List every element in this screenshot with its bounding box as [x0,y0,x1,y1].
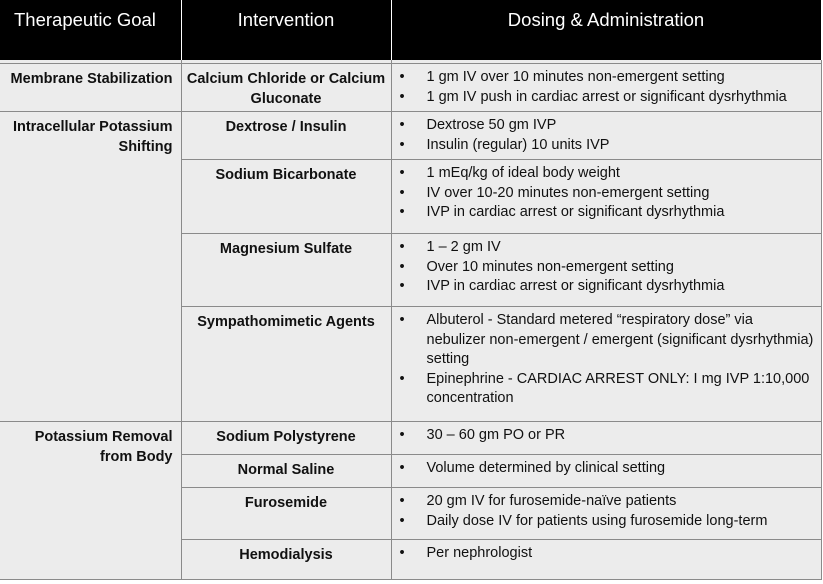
dosing-list-item [400,512,815,532]
therapeutic-goal-cell: Intracellular Potassium Shifting [0,112,181,422]
dosing-text: Over 10 minutes non-emergent setting [426,258,674,275]
bullet-icon: • [399,88,405,105]
dosing-cell [391,112,821,160]
dosing-list-item [400,68,815,88]
dosing-cell [391,64,821,112]
dosing-list-item [400,258,815,278]
bullet-icon: • [399,370,405,387]
dosing-list-item [400,136,815,156]
bullet-icon: • [399,493,405,509]
dosing-cell [391,160,821,234]
bullet-icon: • [399,136,405,153]
bullet-icon: • [399,278,405,294]
intervention-cell: Dextrose / Insulin [181,112,391,160]
dosing-list [400,164,815,223]
dosing-text: Volume determined by clinical setting [426,460,666,476]
bullet-icon: • [399,460,405,476]
dosing-text: 1 mEq/kg of ideal body weight [426,165,620,181]
dosing-list-item [400,459,815,479]
dosing-list-item [400,426,815,446]
dosing-cell [391,234,821,307]
bullet-icon: • [399,165,405,181]
dosing-list-item [400,370,815,409]
intervention-cell: Magnesium Sulfate [181,234,391,307]
header-label: Dosing & Administration [507,9,705,30]
dosing-list-item [400,277,815,297]
dosing-text: Albuterol - Standard metered “respiratory dose” via nebulizer non-emergent / emergent (significant dysrhythmia) setting [426,312,814,367]
dosing-text: Insulin (regular) 10 units IVP [426,136,610,153]
dosing-cell [391,422,821,455]
dosing-text: 1 gm IV push in cardiac arrest or significant dysrhythmia [426,88,787,105]
dosing-list-item [400,88,815,108]
table-row [0,112,821,160]
table-row [0,422,821,455]
table-body [0,60,821,580]
intervention-cell: Sodium Polystyrene [181,422,391,455]
header-label: Therapeutic Goal [14,9,156,30]
header-therapeutic-goal [0,0,181,60]
dosing-list-item [400,203,815,223]
dosing-list-item [400,184,815,204]
header-intervention [181,0,391,60]
intervention-cell: Hemodialysis [181,540,391,580]
dosing-list [400,544,815,564]
dosing-list [400,492,815,531]
dosing-text: 30 – 60 gm PO or PR [426,427,566,443]
dosing-text: 1 – 2 gm IV [426,239,501,255]
dosing-cell [391,455,821,488]
dosing-cell [391,488,821,540]
dosing-text: Per nephrologist [426,545,533,561]
bullet-icon: • [399,312,405,328]
dosing-list [400,116,815,155]
dosing-list [400,311,815,409]
dosing-text: Dextrose 50 gm IVP [426,117,557,133]
bullet-icon: • [399,69,405,85]
intervention-cell: Sympathomimetic Agents [181,307,391,422]
table-header [0,0,821,60]
header-dosing [391,0,821,60]
dosing-list-item [400,116,815,136]
intervention-cell: Furosemide [181,488,391,540]
dosing-list-item [400,164,815,184]
dosing-list [400,459,815,479]
intervention-cell: Sodium Bicarbonate [181,160,391,234]
dosing-text: IVP in cardiac arrest or significant dysrhythmia [426,204,725,220]
dosing-text: Daily dose IV for patients using furosemide long-term [426,512,768,529]
dosing-list [400,426,815,446]
header-row [0,0,821,60]
bullet-icon: • [399,239,405,255]
therapeutic-goal-cell: Membrane Stabilization [0,64,181,112]
bullet-icon: • [399,184,405,201]
bullet-icon: • [399,427,405,443]
dosing-text: IVP in cardiac arrest or significant dysrhythmia [426,278,725,294]
dosing-cell [391,307,821,422]
bullet-icon: • [399,117,405,133]
bullet-icon: • [399,512,405,529]
intervention-cell: Calcium Chloride or Calcium Gluconate [181,64,391,112]
dosing-list [400,238,815,297]
dosing-list-item [400,492,815,512]
bullet-icon: • [399,545,405,561]
bullet-icon: • [399,258,405,275]
bullet-icon: • [399,204,405,220]
dosing-list-item [400,544,815,564]
intervention-cell: Normal Saline [181,455,391,488]
dosing-text: 20 gm IV for furosemide-naïve patients [426,493,677,509]
dosing-text: IV over 10-20 minutes non-emergent setting [426,184,710,201]
dosing-list [400,68,815,107]
dosing-list-item [400,311,815,370]
dosing-text: Epinephrine - CARDIAC ARREST ONLY: I mg IVP 1:10,000 concentration [426,370,810,406]
dosing-list-item [400,238,815,258]
therapeutic-goal-cell: Potassium Removal from Body [0,422,181,580]
header-label: Intervention [237,9,335,30]
dosing-cell [391,540,821,580]
table-row [0,64,821,112]
dosing-text: 1 gm IV over 10 minutes non-emergent setting [426,69,725,85]
